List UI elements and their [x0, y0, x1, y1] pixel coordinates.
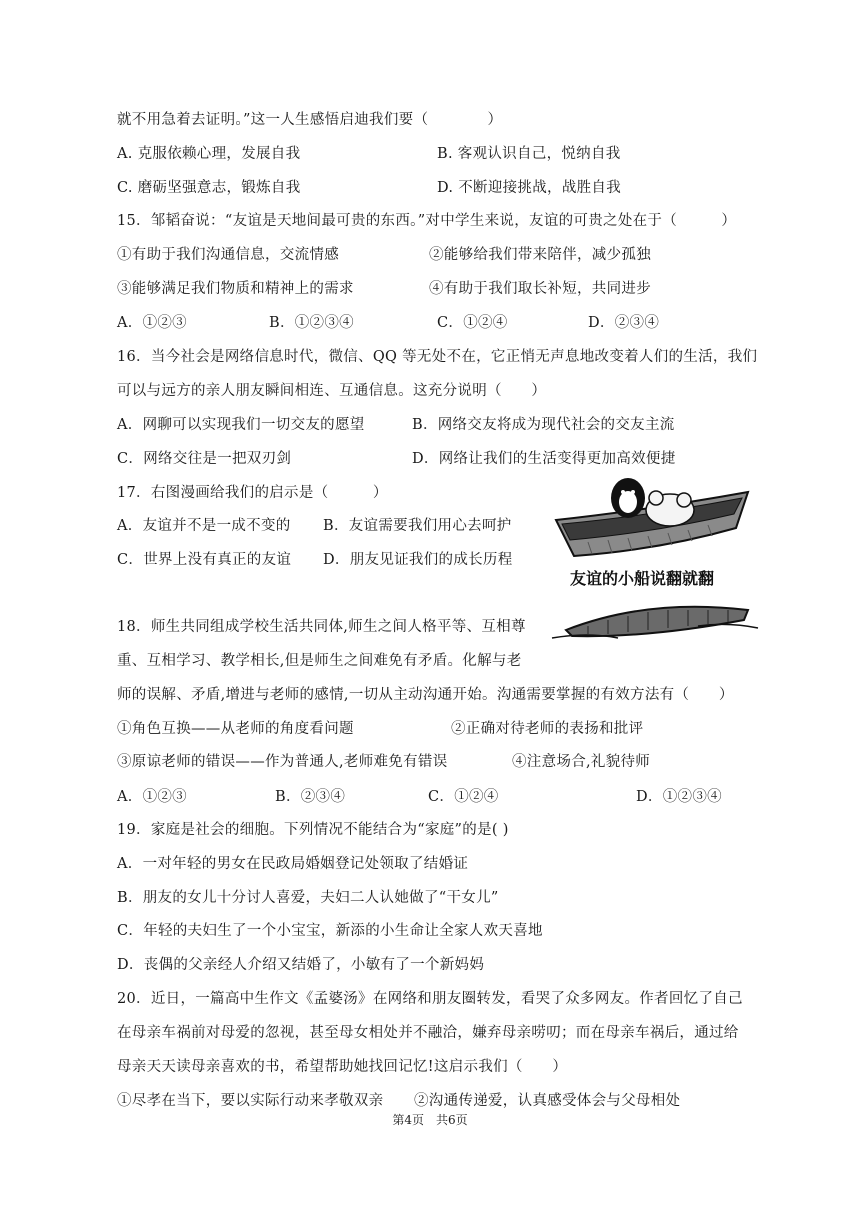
q18-stem-line-1: 18．师生共同组成学校生活共同体,师生之间人格平等、互相尊 — [117, 619, 526, 635]
q14-option-d: D. 不断迎接挑战，战胜自我 — [437, 180, 622, 196]
q18-statement-1: ①角色互换——从老师的角度看问题 — [117, 721, 354, 737]
q19-option-c: C．年轻的夫妇生了一个小宝宝，新添的小生命让全家人欢天喜地 — [117, 923, 543, 939]
q15-statement-1: ①有助于我们沟通信息，交流情感 — [117, 247, 339, 263]
q20-statement-1: ①尽孝在当下，要以实际行动来孝敬双亲 — [117, 1093, 384, 1109]
q15-statement-4: ④有助于我们取长补短，共同进步 — [429, 281, 651, 297]
q16-option-a: A．网聊可以实现我们一切交友的愿望 — [117, 417, 365, 433]
q15-option-c: C．①②④ — [437, 315, 508, 331]
q18-statement-4: ④注意场合,礼貌待师 — [512, 754, 651, 770]
q18-statement-3: ③原谅老师的错误——作为普通人,老师难免有错误 — [117, 754, 448, 770]
q18-option-c: C．①②④ — [428, 789, 499, 805]
q14-option-a: A. 克服依赖心理，发展自我 — [117, 146, 301, 162]
q20-stem-line-3: 母亲天天读母亲喜欢的书，希望帮助她找回记忆!这启示我们（ ） — [117, 1059, 568, 1075]
q17-option-d: D．朋友见证我们的成长历程 — [323, 552, 513, 568]
q16-option-c: C．网络交往是一把双刃剑 — [117, 451, 292, 467]
q16-stem-line-1: 16．当今社会是网络信息时代，微信、QQ 等无处不在，它正悄无声息地改变着人们的生活，我们 — [117, 349, 758, 365]
q17-stem: 17．右图漫画给我们的启示是（ ） — [117, 485, 388, 501]
cartoon-caption: 友谊的小船说翻就翻 — [570, 569, 715, 588]
q20-statement-2: ②沟通传递爱，认真感受体会与父母相处 — [414, 1093, 681, 1109]
q18-option-a: A．①②③ — [117, 789, 187, 805]
q18-stem-line-2: 重、互相学习、教学相长,但是师生之间难免有矛盾。化解与老 — [117, 653, 522, 669]
q19-option-d: D．丧偶的父亲经人介绍又结婚了，小敏有了一个新妈妈 — [117, 957, 485, 973]
q17-option-b: B．友谊需要我们用心去呵护 — [323, 518, 512, 534]
q17-option-a: A．友谊并不是一成不变的 — [117, 518, 291, 534]
q16-stem-line-2: 可以与远方的亲人朋友瞬间相连、互通信息。这充分说明（ ） — [117, 383, 547, 399]
q20-stem-line-1: 20．近日，一篇高中生作文《孟婆汤》在网络和朋友圈转发，看哭了众多网友。作者回忆了自己 — [117, 991, 743, 1007]
q14-stem-tail: 就不用急着去证明。”这一人生感悟启迪我们要（ ） — [117, 112, 503, 128]
q16-option-d: D．网络让我们的生活变得更加高效便捷 — [412, 451, 676, 467]
q15-option-d: D．②③④ — [588, 315, 660, 331]
q20-stem-line-2: 在母亲车祸前对母爱的忽视，甚至母女相处并不融洽，嫌弃母亲唠叨；而在母亲车祸后，通过给 — [117, 1025, 739, 1041]
q18-statement-2: ②正确对待老师的表扬和批评 — [451, 721, 644, 737]
q15-option-a: A．①②③ — [117, 315, 187, 331]
q19-stem: 19．家庭是社会的细胞。下列情况不能结合为“家庭”的是( ) — [117, 822, 509, 838]
q14-option-c: C. 磨砺坚强意志，锻炼自我 — [117, 180, 301, 196]
q19-option-b: B．朋友的女儿十分讨人喜爱，夫妇二人认她做了“干女儿” — [117, 890, 499, 906]
q19-option-a: A．一对年轻的男女在民政局婚姻登记处领取了结婚证 — [117, 856, 469, 872]
q14-option-b: B. 客观认识自己，悦纳自我 — [437, 146, 621, 162]
q15-stem: 15．邹韬奋说：“友谊是天地间最可贵的东西。”对中学生来说，友谊的可贵之处在于（ ） — [117, 213, 737, 229]
friendship-boat-cartoon — [548, 470, 760, 646]
q16-option-b: B．网络交友将成为现代社会的交友主流 — [412, 417, 675, 433]
q17-option-c: C．世界上没有真正的友谊 — [117, 552, 292, 568]
q18-option-b: B．②③④ — [275, 789, 346, 805]
q18-option-d: D．①②③④ — [636, 789, 722, 805]
q15-option-b: B．①②③④ — [269, 315, 354, 331]
q15-statement-3: ③能够满足我们物质和精神上的需求 — [117, 281, 354, 297]
q15-statement-2: ②能够给我们带来陪伴，减少孤独 — [429, 247, 651, 263]
q18-stem-line-3: 师的误解、矛盾,增进与老师的感情,一切从主动沟通开始。沟通需要掌握的有效方法有（ ） — [117, 687, 734, 703]
page-number-footer: 第4页 共6页 — [392, 1113, 468, 1127]
